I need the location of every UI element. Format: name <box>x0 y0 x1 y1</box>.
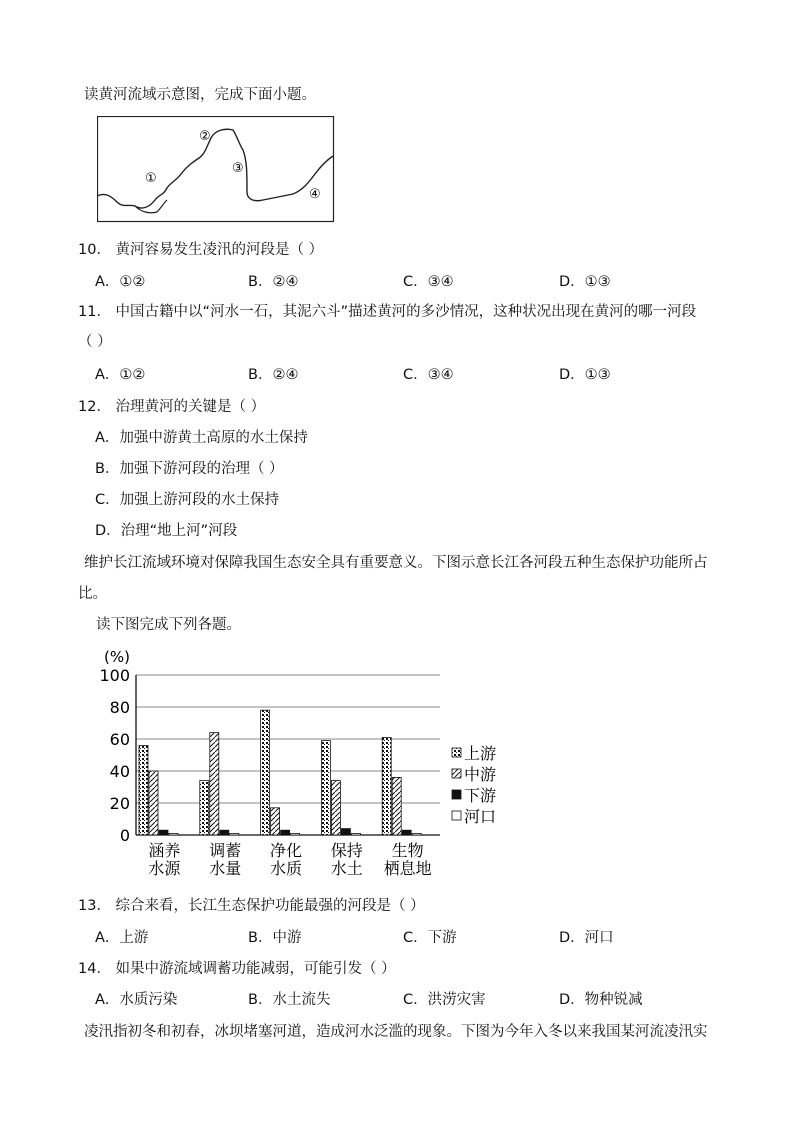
map-label-1: ① <box>145 171 157 186</box>
question-13-stem: 13． 综合来看，长江生态保护功能最强的河段是（ ） <box>78 898 425 914</box>
q11-option-c[interactable]: C．③④ <box>403 367 454 383</box>
intro-ice-flood: 凌汛指初冬和初春，冰坝堵塞河道，造成河水泛滥的现象。下图为今年入冬以来我国某河流凌汛实 <box>84 1024 708 1040</box>
bar-下游-0 <box>159 830 168 835</box>
y-tick-label: 60 <box>109 730 130 749</box>
bar-河口-2 <box>291 833 300 835</box>
bar-中游-4 <box>392 777 401 835</box>
q10-option-c[interactable]: C．③④ <box>403 274 454 290</box>
chart-y-unit: (%) <box>104 648 130 666</box>
y-tick-label: 20 <box>109 794 130 813</box>
legend-label-下游: 下游 <box>464 786 497 805</box>
x-category-label: 水量 <box>209 859 242 878</box>
intro-yellow-river: 读黄河流域示意图，完成下面小题。 <box>84 87 316 103</box>
q13-option-c[interactable]: C．下游 <box>403 930 457 946</box>
x-category-label: 栖息地 <box>383 859 432 878</box>
map-label-3: ③ <box>232 161 244 176</box>
q14-option-a[interactable]: A．水质污染 <box>95 992 178 1008</box>
bar-中游-1 <box>210 733 219 835</box>
q12-option-b[interactable]: B．加强下游河段的治理（ ） <box>95 461 284 477</box>
y-tick-label: 80 <box>109 698 130 717</box>
y-tick-label: 100 <box>99 666 130 685</box>
x-category-label: 生物 <box>391 841 424 860</box>
x-category-label: 涵养 <box>148 841 181 860</box>
x-category-label: 水质 <box>269 859 303 878</box>
q13-option-a[interactable]: A．上游 <box>95 930 149 946</box>
q12-option-a[interactable]: A．加强中游黄土高原的水土保持 <box>95 430 308 446</box>
q14-option-d[interactable]: D．物种锐减 <box>559 992 643 1008</box>
question-11-stem-bracket: （ ） <box>78 334 112 350</box>
bar-河口-1 <box>230 833 239 835</box>
bar-中游-3 <box>331 781 340 835</box>
q10-option-a[interactable]: A．①② <box>95 274 146 290</box>
legend-label-上游: 上游 <box>464 744 497 763</box>
x-category-label: 净化 <box>269 841 303 860</box>
map-label-4: ④ <box>309 187 321 202</box>
bar-上游-3 <box>321 741 330 835</box>
q12-option-d[interactable]: D．治理“地上河”河段 <box>95 523 238 539</box>
intro-yangtze-line2: 比。 <box>78 586 107 602</box>
map-label-2: ② <box>199 129 211 144</box>
x-category-label: 保持 <box>330 841 363 860</box>
legend-swatch-河口 <box>452 811 461 820</box>
yangtze-function-chart <box>90 642 530 882</box>
bar-中游-2 <box>271 808 280 835</box>
legend-label-中游: 中游 <box>464 765 497 784</box>
question-11-stem: 11． 中国古籍中以“河水一石，其泥六斗”描述黄河的多沙情况，这种状况出现在黄河的哪一河段 <box>78 304 697 320</box>
q14-option-c[interactable]: C．洪涝灾害 <box>403 992 486 1008</box>
bar-下游-4 <box>402 830 411 835</box>
question-14-stem: 14． 如果中游流域调蓄功能减弱，可能引发（ ） <box>78 961 396 977</box>
y-tick-label: 0 <box>119 826 130 845</box>
y-tick-label: 40 <box>109 762 130 781</box>
bar-河口-3 <box>351 833 360 835</box>
legend-label-河口: 河口 <box>464 807 497 826</box>
x-category-label: 水土 <box>330 859 363 878</box>
yellow-river-map <box>97 116 335 223</box>
q12-option-c[interactable]: C．加强上游河段的水土保持 <box>95 492 280 508</box>
bar-下游-2 <box>281 830 290 835</box>
legend-swatch-下游 <box>452 790 461 799</box>
bar-上游-2 <box>261 710 270 835</box>
bar-上游-4 <box>382 737 391 835</box>
q11-option-d[interactable]: D．①③ <box>559 367 611 383</box>
q13-option-d[interactable]: D．河口 <box>559 930 614 946</box>
bar-河口-4 <box>412 833 421 835</box>
bar-下游-3 <box>341 829 350 835</box>
bar-上游-1 <box>200 781 209 835</box>
question-10-stem: 10． 黄河容易发生凌汛的河段是（ ） <box>78 242 324 258</box>
q11-option-b[interactable]: B．②④ <box>248 367 299 383</box>
q11-option-a[interactable]: A．①② <box>95 367 146 383</box>
x-category-label: 水源 <box>148 859 181 878</box>
q14-option-b[interactable]: B．水土流失 <box>248 992 331 1008</box>
intro-yangtze-line3: 读下图完成下列各题。 <box>96 617 241 633</box>
question-12-stem: 12． 治理黄河的关键是（ ） <box>78 399 266 415</box>
bar-下游-1 <box>220 830 229 835</box>
x-category-label: 调蓄 <box>209 841 242 860</box>
bar-上游-0 <box>139 745 148 835</box>
q10-option-d[interactable]: D．①③ <box>559 274 611 290</box>
q10-option-b[interactable]: B．②④ <box>248 274 299 290</box>
bar-中游-0 <box>149 771 158 835</box>
legend-swatch-中游 <box>452 769 461 778</box>
q13-option-b[interactable]: B．中游 <box>248 930 302 946</box>
legend-swatch-上游 <box>452 748 461 757</box>
bar-河口-0 <box>169 833 178 835</box>
intro-yangtze-line1: 维护长江流域环境对保障我国生态安全具有重要意义。下图示意长江各河段五种生态保护功能所占 <box>84 555 708 571</box>
